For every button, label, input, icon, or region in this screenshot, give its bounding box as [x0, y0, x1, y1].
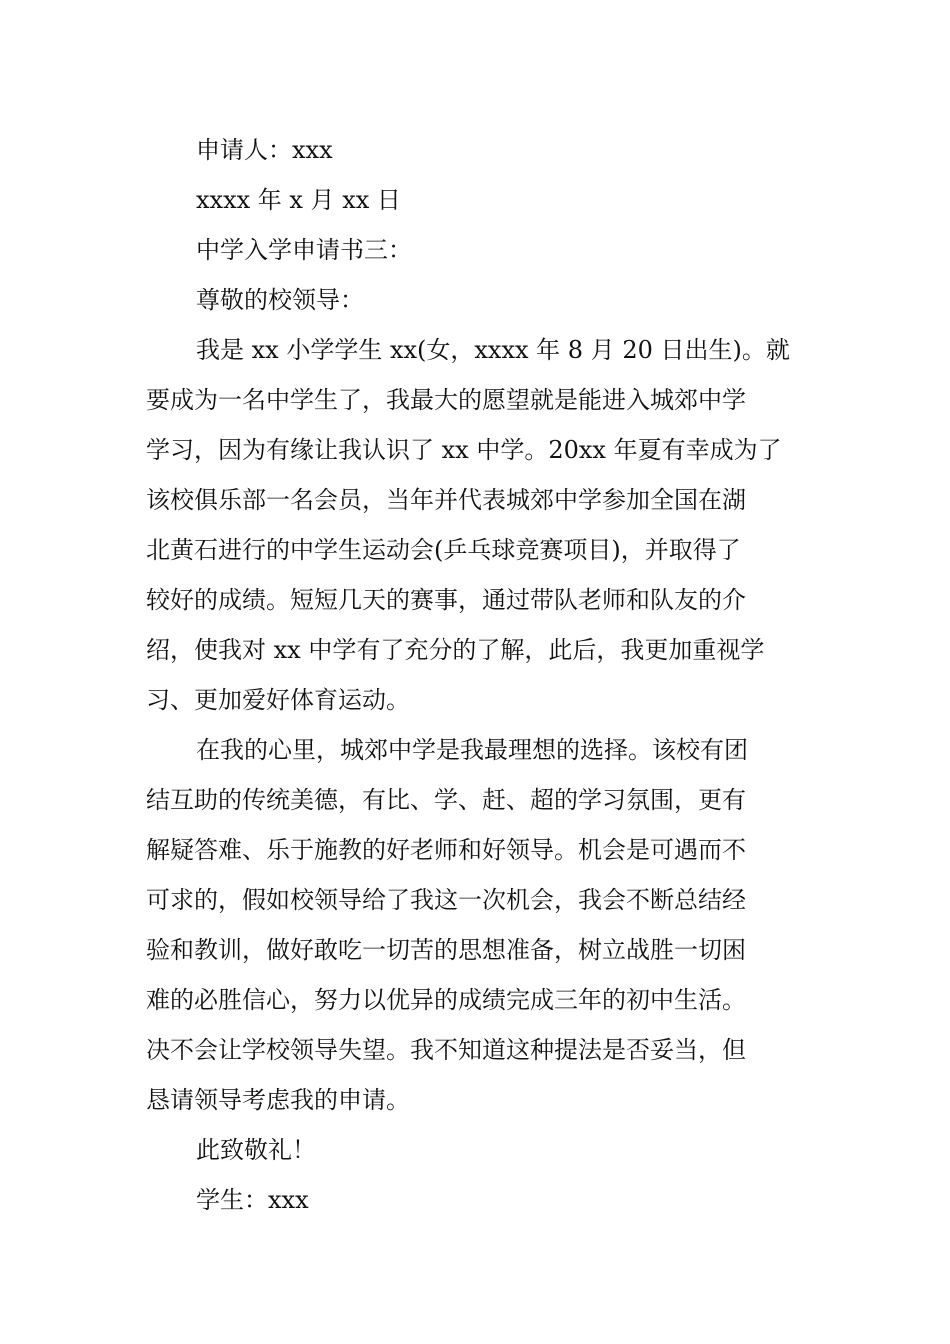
paragraph2-line: 难的必胜信心，努力以优异的成绩完成三年的初中生活。	[146, 986, 746, 1014]
applicant-line: 申请人：xxx	[196, 136, 333, 164]
paragraph2-line: 验和教训，做好敢吃一切苦的思想准备，树立战胜一切困	[146, 936, 746, 964]
paragraph1-line: 我是 xx 小学学生 xx(女，xxxx 年 8 月 20 日出生)。就	[196, 336, 790, 364]
paragraph2-line: 恳请领导考虑我的申请。	[146, 1086, 410, 1114]
paragraph2-line: 在我的心里，城郊中学是我最理想的选择。该校有团	[196, 736, 748, 764]
closing: 此致敬礼！	[196, 1136, 316, 1164]
paragraph2-line: 可求的，假如校领导给了我这一次机会，我会不断总结经	[146, 886, 746, 914]
signature: 学生：xxx	[196, 1186, 309, 1214]
date-line: xxxx 年 x 月 xx 日	[196, 186, 401, 214]
paragraph1-line: 学习，因为有缘让我认识了 xx 中学。20xx 年夏有幸成为了	[146, 436, 782, 464]
paragraph1-line: 习、更加爱好体育运动。	[146, 686, 410, 714]
paragraph1-line: 较好的成绩。短短几天的赛事，通过带队老师和队友的介	[146, 586, 746, 614]
salutation: 尊敬的校领导：	[196, 286, 364, 314]
paragraph1-line: 要成为一名中学生了，我最大的愿望就是能进入城郊中学	[146, 386, 746, 414]
section-title: 中学入学申请书三：	[196, 236, 412, 264]
paragraph1-line: 北黄石进行的中学生运动会(乒乓球竞赛项目)，并取得了	[146, 536, 741, 564]
paragraph2-line: 解疑答难、乐于施教的好老师和好领导。机会是可遇而不	[146, 836, 746, 864]
paragraph1-line: 该校俱乐部一名会员，当年并代表城郊中学参加全国在湖	[146, 486, 746, 514]
paragraph1-line: 绍，使我对 xx 中学有了充分的了解，此后，我更加重视学	[146, 636, 765, 664]
paragraph2-line: 决不会让学校领导失望。我不知道这种提法是否妥当，但	[146, 1036, 746, 1064]
paragraph2-line: 结互助的传统美德，有比、学、赶、超的学习氛围，更有	[146, 786, 746, 814]
